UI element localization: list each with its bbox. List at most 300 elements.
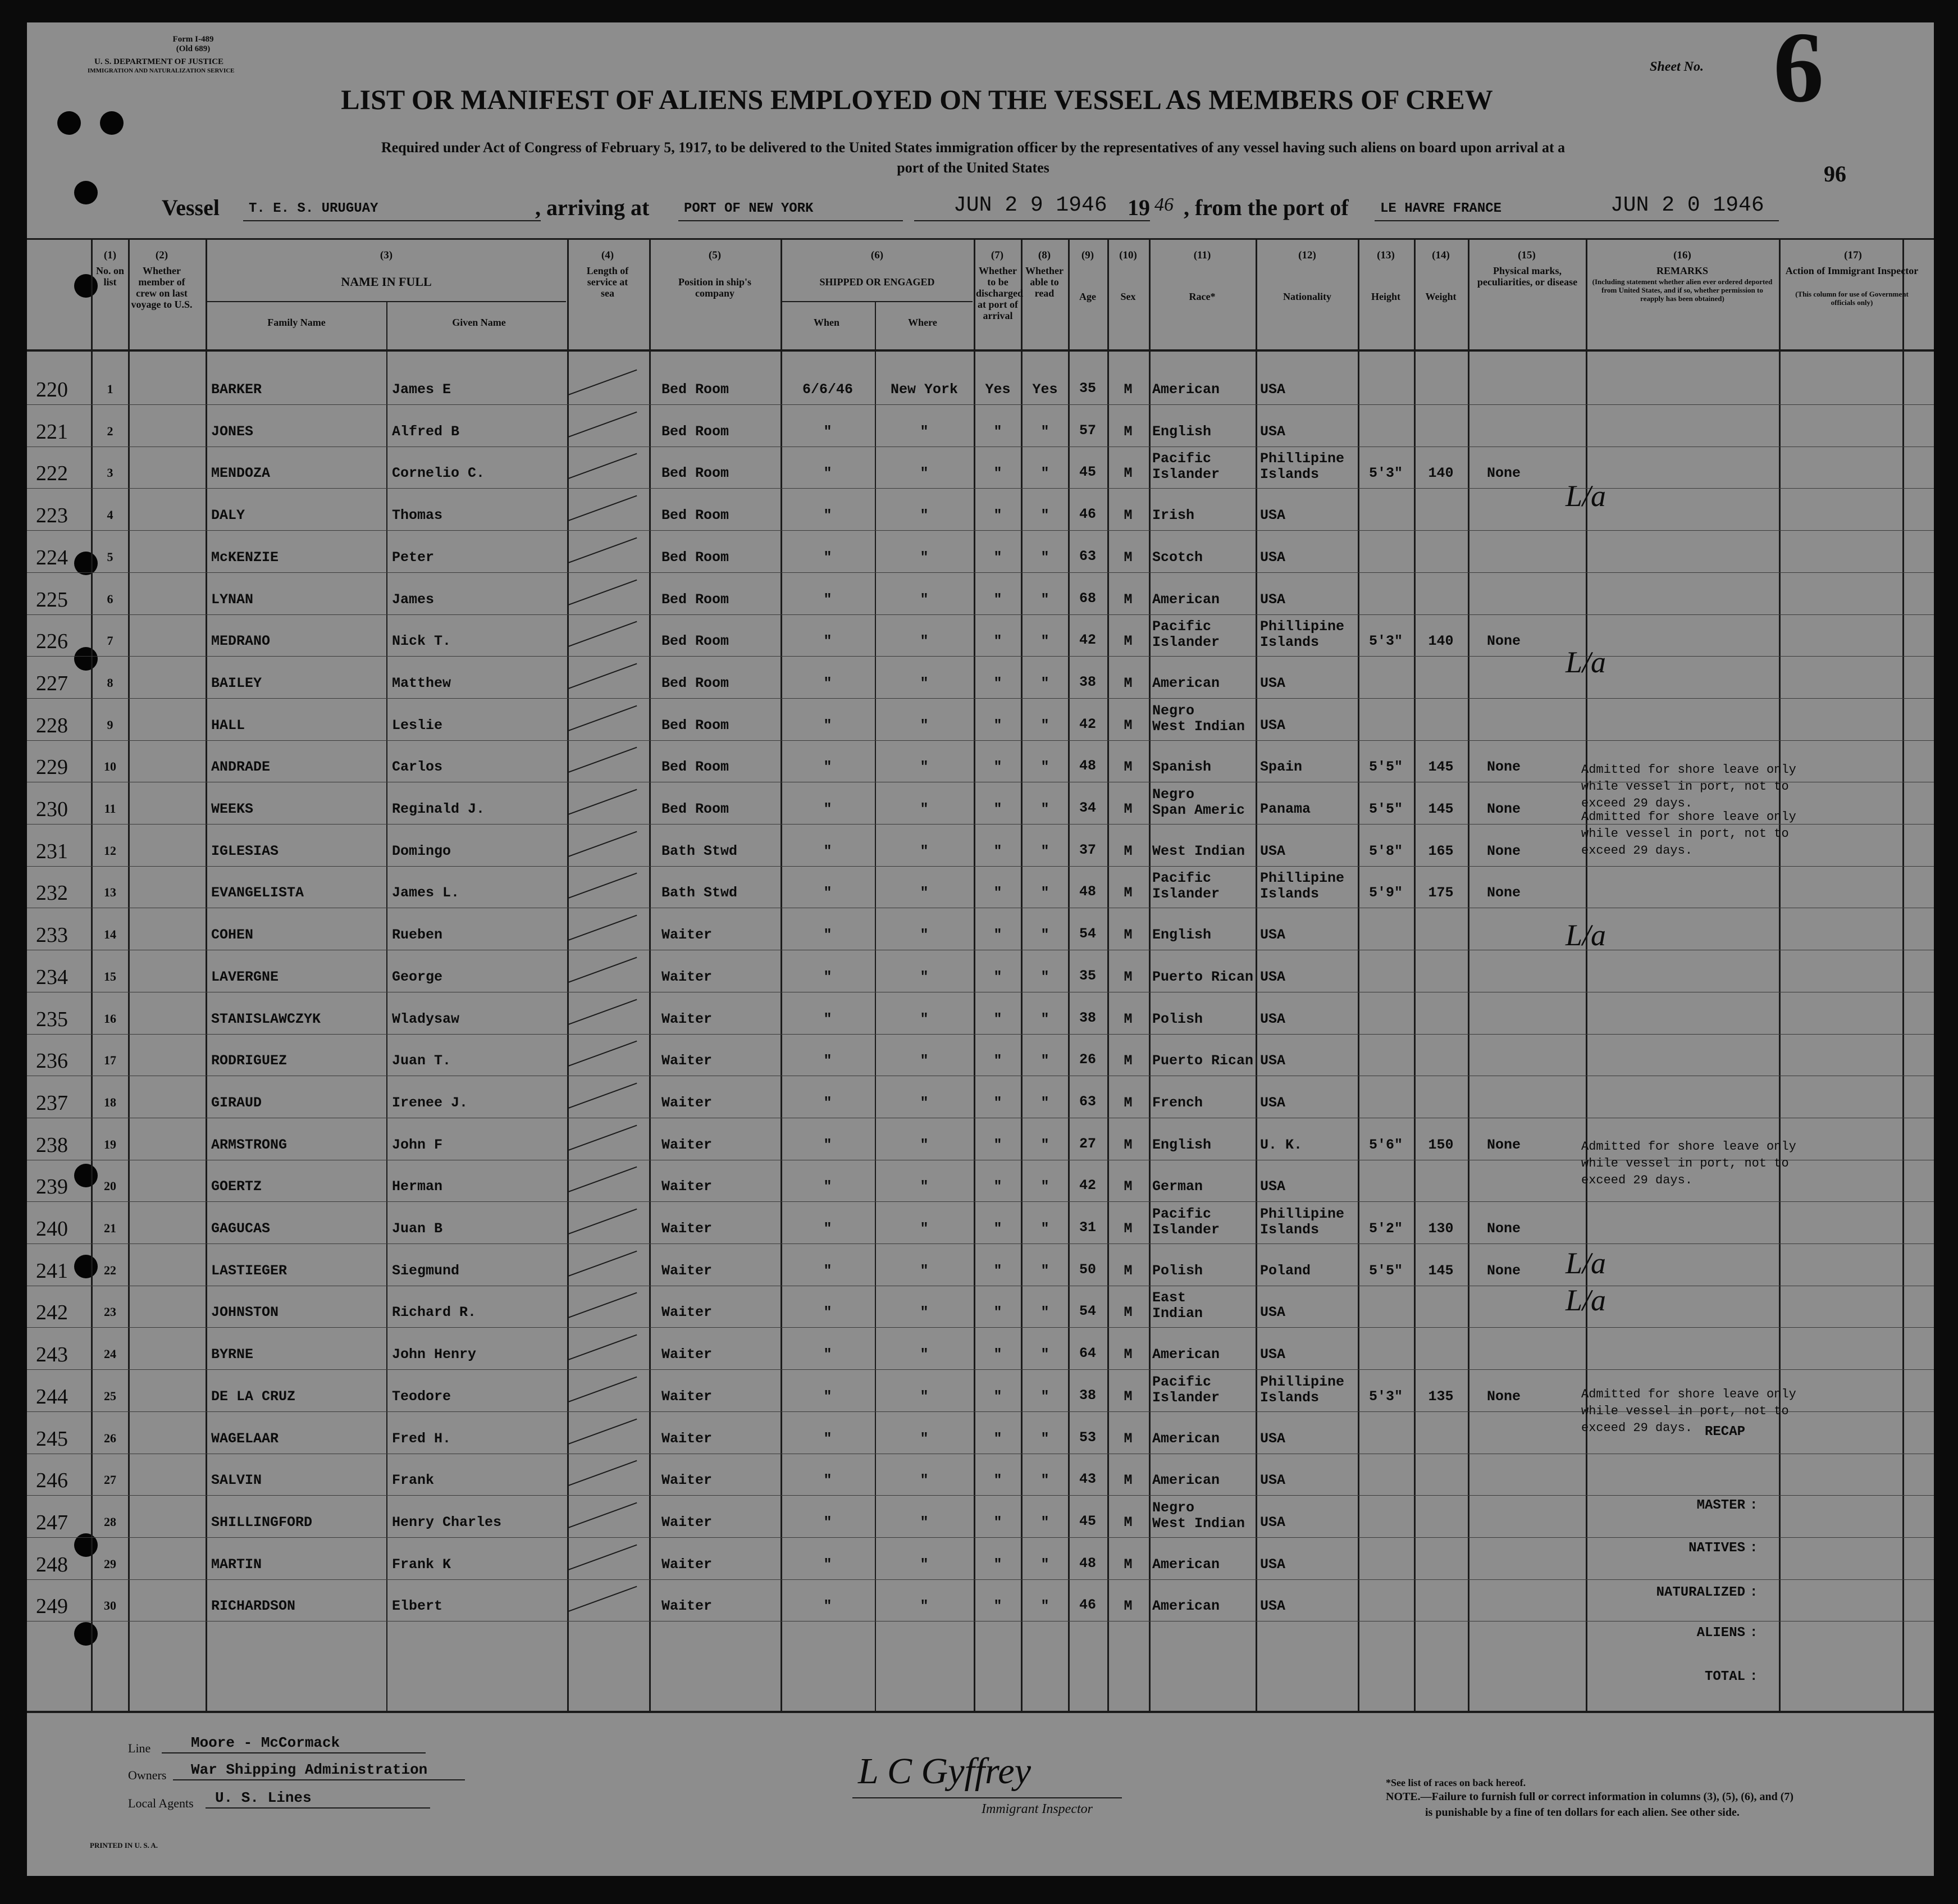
able-to-read: " bbox=[1040, 465, 1049, 481]
family-name: LAVERGNE bbox=[211, 969, 279, 985]
column-rule bbox=[206, 238, 207, 1711]
departure-port: LE HAVRE FRANCE bbox=[1380, 201, 1502, 216]
weight: 145 bbox=[1428, 759, 1454, 775]
discharged: " bbox=[993, 885, 1002, 901]
age: 34 bbox=[1079, 800, 1096, 816]
sex: M bbox=[1124, 717, 1133, 734]
position: Bed Room bbox=[661, 465, 729, 481]
discharged: " bbox=[993, 843, 1002, 859]
form-number-line1: Form I-489 bbox=[172, 35, 214, 44]
vessel-label: Vessel bbox=[162, 195, 220, 220]
able-to-read: " bbox=[1040, 591, 1049, 608]
arrival-date-stamp: JUN 2 9 1946 bbox=[953, 193, 1107, 217]
service-tick-mark bbox=[568, 1419, 637, 1445]
col3-number: (3) bbox=[380, 249, 393, 261]
position: Bed Room bbox=[661, 759, 729, 775]
service-name: IMMIGRATION AND NATURALIZATION SERVICE bbox=[88, 67, 235, 74]
row-rule bbox=[27, 1034, 1934, 1035]
age: 38 bbox=[1079, 674, 1096, 690]
col6-header: SHIPPED OR ENGAGED bbox=[819, 276, 935, 288]
la-mark: L/a bbox=[1566, 1283, 1606, 1317]
shipped-when: " bbox=[823, 633, 832, 649]
row-number: 4 bbox=[107, 508, 113, 522]
service-tick-mark bbox=[568, 1460, 637, 1486]
physical-marks: None bbox=[1487, 801, 1521, 817]
discharged: " bbox=[993, 549, 1002, 566]
col11-header: Race* bbox=[1189, 291, 1216, 302]
given-name: George bbox=[392, 969, 443, 985]
department-name: U. S. DEPARTMENT OF JUSTICE bbox=[94, 57, 224, 66]
form-number bbox=[137, 35, 249, 54]
discharged: " bbox=[993, 1263, 1002, 1279]
position: Bed Room bbox=[661, 381, 729, 398]
able-to-read: " bbox=[1040, 1598, 1049, 1614]
shipped-when: " bbox=[823, 549, 832, 566]
race: Pacific Islander bbox=[1152, 450, 1220, 482]
sex: M bbox=[1124, 1556, 1133, 1573]
nationality: Phillipine Islands bbox=[1260, 870, 1345, 902]
service-tick-mark bbox=[568, 412, 637, 438]
age: 31 bbox=[1079, 1219, 1096, 1236]
age: 26 bbox=[1079, 1051, 1096, 1068]
col13-number: (13) bbox=[1377, 249, 1395, 261]
row-rule bbox=[27, 572, 1934, 573]
shipped-when: " bbox=[823, 1556, 832, 1573]
family-name: WAGELAAR bbox=[211, 1431, 279, 1447]
sex: M bbox=[1124, 1472, 1133, 1488]
family-name: IGLESIAS bbox=[211, 843, 279, 859]
sequence-number: 229 bbox=[36, 755, 68, 779]
row-number: 23 bbox=[104, 1305, 116, 1319]
page-number: 96 bbox=[1824, 161, 1846, 186]
recap-master-colon: : bbox=[1750, 1498, 1758, 1513]
height: 5'2" bbox=[1368, 1220, 1403, 1237]
row-rule bbox=[27, 1243, 1934, 1244]
able-to-read: " bbox=[1040, 507, 1049, 523]
sex: M bbox=[1124, 1095, 1133, 1111]
family-name: BYRNE bbox=[211, 1346, 254, 1363]
row-number: 21 bbox=[104, 1221, 116, 1235]
discharged: " bbox=[993, 759, 1002, 775]
punch-hole bbox=[74, 1622, 98, 1646]
column-rule bbox=[781, 238, 782, 1711]
sequence-number: 236 bbox=[36, 1049, 68, 1073]
age: 35 bbox=[1079, 968, 1096, 984]
discharged: " bbox=[993, 1011, 1002, 1027]
able-to-read: " bbox=[1040, 801, 1049, 817]
sequence-number: 235 bbox=[36, 1008, 68, 1031]
race: American bbox=[1152, 1472, 1220, 1488]
shipped-where: " bbox=[920, 423, 929, 440]
age: 38 bbox=[1079, 1387, 1096, 1404]
race: American bbox=[1152, 1346, 1220, 1363]
inspector-label: Immigrant Inspector bbox=[982, 1802, 1093, 1816]
race: Negro West Indian bbox=[1152, 1500, 1245, 1532]
service-tick-mark bbox=[568, 747, 637, 773]
shipped-where: " bbox=[920, 549, 929, 566]
sequence-number: 221 bbox=[36, 420, 68, 444]
service-tick-mark bbox=[568, 1292, 637, 1318]
height: 5'3" bbox=[1368, 633, 1403, 649]
position: Waiter bbox=[661, 1514, 713, 1531]
shipped-when: " bbox=[823, 465, 832, 481]
age: 35 bbox=[1079, 380, 1096, 397]
shipped-where: " bbox=[920, 465, 929, 481]
age: 46 bbox=[1079, 1597, 1096, 1613]
position: Bed Room bbox=[661, 591, 729, 608]
family-name: WEEKS bbox=[211, 801, 254, 817]
able-to-read: " bbox=[1040, 969, 1049, 985]
shipped-where: " bbox=[920, 675, 929, 691]
able-to-read: " bbox=[1040, 1556, 1049, 1573]
discharged: " bbox=[993, 1472, 1002, 1488]
col7-number: (7) bbox=[991, 249, 1004, 261]
height: 5'5" bbox=[1368, 759, 1403, 775]
sex: M bbox=[1124, 1598, 1133, 1614]
sequence-number: 238 bbox=[36, 1133, 68, 1157]
year-prefix: 19 bbox=[1128, 195, 1150, 220]
age: 50 bbox=[1079, 1261, 1096, 1278]
form-number-line2: (Old 689) bbox=[176, 44, 211, 53]
service-tick-mark bbox=[568, 1209, 637, 1235]
sex: M bbox=[1124, 1263, 1133, 1279]
shipped-when: " bbox=[823, 1598, 832, 1614]
shipped-where: " bbox=[920, 1346, 929, 1363]
given-name: Leslie bbox=[392, 717, 443, 734]
shipped-when: " bbox=[823, 423, 832, 440]
position: Bath Stwd bbox=[661, 885, 738, 901]
shipped-where: " bbox=[920, 1431, 929, 1447]
shipped-when: " bbox=[823, 1095, 832, 1111]
family-name: MENDOZA bbox=[211, 465, 271, 481]
able-to-read: " bbox=[1040, 843, 1049, 859]
discharged: " bbox=[993, 801, 1002, 817]
sex: M bbox=[1124, 927, 1133, 943]
position: Waiter bbox=[661, 1011, 713, 1027]
service-tick-mark bbox=[568, 495, 637, 521]
discharged: " bbox=[993, 1220, 1002, 1237]
row-number: 29 bbox=[104, 1557, 116, 1571]
discharged: " bbox=[993, 1388, 1002, 1405]
shore-leave-remark: Admitted for shore leave only while vessel in port, not to exceed 29 days. bbox=[1581, 763, 1796, 810]
shipped-where: " bbox=[920, 885, 929, 901]
given-name: Domingo bbox=[392, 843, 451, 859]
age: 64 bbox=[1079, 1345, 1096, 1361]
able-to-read: " bbox=[1040, 633, 1049, 649]
nationality: USA bbox=[1260, 1431, 1286, 1447]
from-label: , from the port of bbox=[1184, 195, 1349, 220]
shipped-when: 6/6/46 bbox=[802, 381, 853, 398]
column-rule bbox=[974, 238, 975, 1711]
col11-number: (11) bbox=[1193, 249, 1211, 261]
given-name: James L. bbox=[392, 885, 460, 901]
weight: 145 bbox=[1428, 1263, 1454, 1279]
discharged: " bbox=[993, 591, 1002, 608]
sequence-number: 230 bbox=[36, 798, 68, 821]
position: Bed Room bbox=[661, 717, 729, 734]
nationality: USA bbox=[1260, 507, 1286, 523]
sequence-number: 245 bbox=[36, 1427, 68, 1451]
discharged: " bbox=[993, 927, 1002, 943]
row-rule bbox=[27, 698, 1934, 699]
able-to-read: " bbox=[1040, 1472, 1049, 1488]
race: Scotch bbox=[1152, 549, 1203, 566]
inspector-signature: L C Gyffrey bbox=[858, 1751, 1031, 1792]
sequence-number: 233 bbox=[36, 923, 68, 947]
col15-header: Physical marks, peculiarities, or disease bbox=[1477, 265, 1578, 288]
row-number: 30 bbox=[104, 1598, 116, 1613]
race: Pacific Islander bbox=[1152, 870, 1220, 902]
la-mark: L/a bbox=[1566, 1246, 1606, 1280]
recap-total: TOTAL bbox=[1704, 1669, 1745, 1684]
service-tick-mark bbox=[568, 621, 637, 647]
shipped-where: " bbox=[920, 591, 929, 608]
service-tick-mark bbox=[568, 1083, 637, 1109]
row-rule bbox=[27, 1579, 1934, 1580]
col17-number: (17) bbox=[1844, 249, 1862, 261]
given-name: Herman bbox=[392, 1178, 443, 1195]
shipped-where: " bbox=[920, 1263, 929, 1279]
nationality: Phillipine Islands bbox=[1260, 450, 1345, 482]
race: Polish bbox=[1152, 1263, 1203, 1279]
race: Pacific Islander bbox=[1152, 618, 1220, 650]
row-rule bbox=[27, 404, 1934, 405]
col2-header: Whether member of crew on last voyage to U.S. bbox=[131, 265, 193, 310]
year-suffix: 46 bbox=[1154, 194, 1174, 215]
departure-date-stamp: JUN 2 0 1946 bbox=[1610, 193, 1764, 217]
position: Waiter bbox=[661, 927, 713, 943]
column-rule bbox=[1149, 238, 1151, 1711]
sex: M bbox=[1124, 1137, 1133, 1153]
position: Waiter bbox=[661, 1220, 713, 1237]
race: Puerto Rican bbox=[1152, 969, 1254, 985]
family-name: ANDRADE bbox=[211, 759, 271, 775]
recap-naturalized: NATURALIZED bbox=[1656, 1585, 1745, 1600]
discharged: " bbox=[993, 969, 1002, 985]
race: Pacific Islander bbox=[1152, 1374, 1220, 1406]
weight: 175 bbox=[1428, 885, 1454, 901]
age: 45 bbox=[1079, 464, 1096, 480]
row-number: 17 bbox=[104, 1053, 116, 1067]
position: Bed Room bbox=[661, 675, 729, 691]
age: 48 bbox=[1079, 1555, 1096, 1572]
age: 27 bbox=[1079, 1136, 1096, 1152]
nationality: USA bbox=[1260, 1011, 1286, 1027]
agents-label: Local Agents bbox=[128, 1796, 194, 1810]
discharged: " bbox=[993, 465, 1002, 481]
shore-leave-remark: Admitted for shore leave only while vessel in port, not to exceed 29 days. bbox=[1581, 810, 1796, 858]
col6-number: (6) bbox=[870, 249, 884, 261]
sequence-number: 225 bbox=[36, 588, 68, 612]
position: Bed Room bbox=[661, 549, 729, 566]
age: 43 bbox=[1079, 1471, 1096, 1487]
sequence-number: 226 bbox=[36, 630, 68, 653]
row-number: 14 bbox=[104, 927, 116, 941]
col9-number: (9) bbox=[1081, 249, 1094, 261]
service-tick-mark bbox=[568, 1586, 637, 1612]
nationality: Phillipine Islands bbox=[1260, 1206, 1345, 1238]
shipped-where: " bbox=[920, 1472, 929, 1488]
nationality: USA bbox=[1260, 1598, 1286, 1614]
row-number: 16 bbox=[104, 1012, 116, 1026]
sex: M bbox=[1124, 423, 1133, 440]
shipped-where: " bbox=[920, 969, 929, 985]
shipped-when: " bbox=[823, 1514, 832, 1531]
nationality: USA bbox=[1260, 1556, 1286, 1573]
height: 5'8" bbox=[1368, 843, 1403, 859]
line-label: Line bbox=[128, 1741, 151, 1755]
shipped-when: " bbox=[823, 1263, 832, 1279]
race: American bbox=[1152, 591, 1220, 608]
row-number: 7 bbox=[107, 634, 113, 648]
column-rule bbox=[1256, 238, 1257, 1711]
subtitle-line1: Required under Act of Congress of February 5, 1917, to be delivered to the United States immigration officer by the representatives of any vessel having such aliens on board upon arrival at a bbox=[381, 139, 1566, 156]
given-name: Cornelio C. bbox=[392, 465, 485, 481]
position: Waiter bbox=[661, 1304, 713, 1320]
row-number: 28 bbox=[104, 1515, 116, 1529]
able-to-read: " bbox=[1040, 885, 1049, 901]
shipped-where: " bbox=[920, 1304, 929, 1320]
sequence-number: 249 bbox=[36, 1595, 68, 1618]
shipped-when: " bbox=[823, 1346, 832, 1363]
col3-family-header: Family Name bbox=[267, 317, 326, 328]
row-rule bbox=[27, 866, 1934, 867]
sequence-number: 231 bbox=[36, 840, 68, 863]
shipped-when: " bbox=[823, 591, 832, 608]
row-rule bbox=[27, 656, 1934, 657]
service-tick-mark bbox=[568, 580, 637, 605]
col9-header: Age bbox=[1079, 291, 1096, 302]
family-name: COHEN bbox=[211, 927, 254, 943]
column-subrule bbox=[386, 301, 387, 1711]
sequence-number: 223 bbox=[36, 504, 68, 527]
row-number: 3 bbox=[107, 466, 113, 480]
discharged: Yes bbox=[985, 381, 1011, 398]
row-rule bbox=[27, 1327, 1934, 1328]
able-to-read: " bbox=[1040, 1388, 1049, 1405]
line-value: Moore - McCormack bbox=[191, 1734, 340, 1751]
row-rule bbox=[27, 614, 1934, 615]
nationality: USA bbox=[1260, 1514, 1286, 1531]
shipped-where: " bbox=[920, 843, 929, 859]
sequence-number: 239 bbox=[36, 1175, 68, 1199]
shipped-where: " bbox=[920, 507, 929, 523]
race: French bbox=[1152, 1095, 1203, 1111]
shipped-where: " bbox=[920, 1598, 929, 1614]
col6-when-header: When bbox=[813, 317, 839, 328]
sequence-number: 237 bbox=[36, 1091, 68, 1115]
column-rule bbox=[1021, 238, 1023, 1711]
sex: M bbox=[1124, 381, 1133, 398]
recap-aliens: ALIENS bbox=[1696, 1625, 1745, 1641]
sequence-number: 220 bbox=[36, 378, 68, 402]
family-name: HALL bbox=[211, 717, 245, 734]
race: Puerto Rican bbox=[1152, 1053, 1254, 1069]
sex: M bbox=[1124, 1178, 1133, 1195]
given-name: Henry Charles bbox=[392, 1514, 502, 1531]
able-to-read: " bbox=[1040, 1431, 1049, 1447]
discharged: " bbox=[993, 507, 1002, 523]
nationality: USA bbox=[1260, 927, 1286, 943]
sex: M bbox=[1124, 507, 1133, 523]
age: 46 bbox=[1079, 506, 1096, 522]
given-name: Siegmund bbox=[392, 1263, 460, 1279]
position: Waiter bbox=[661, 1598, 713, 1614]
shipped-when: " bbox=[823, 1011, 832, 1027]
sex: M bbox=[1124, 759, 1133, 775]
owners-label: Owners bbox=[128, 1768, 167, 1782]
shipped-where: " bbox=[920, 801, 929, 817]
race: German bbox=[1152, 1178, 1203, 1195]
sex: M bbox=[1124, 549, 1133, 566]
given-name: James bbox=[392, 591, 435, 608]
service-tick-mark bbox=[568, 999, 637, 1025]
row-rule bbox=[27, 740, 1934, 741]
service-tick-mark bbox=[568, 1545, 637, 1570]
discharged: " bbox=[993, 1598, 1002, 1614]
row-number: 22 bbox=[104, 1263, 116, 1277]
position: Waiter bbox=[661, 1137, 713, 1153]
given-name: Rueben bbox=[392, 927, 443, 943]
race: American bbox=[1152, 1431, 1220, 1447]
shipped-when: " bbox=[823, 843, 832, 859]
col1-number: (1) bbox=[103, 249, 117, 261]
row-number: 20 bbox=[104, 1179, 116, 1193]
family-name: SHILLINGFORD bbox=[211, 1514, 313, 1531]
race: East Indian bbox=[1152, 1290, 1203, 1322]
row-rule bbox=[27, 1537, 1934, 1538]
col13-header: Height bbox=[1371, 291, 1400, 302]
manifest-page bbox=[27, 22, 1934, 1876]
weight: 145 bbox=[1428, 801, 1454, 817]
service-tick-mark bbox=[568, 663, 637, 689]
discharged: " bbox=[993, 675, 1002, 691]
col10-header: Sex bbox=[1120, 291, 1136, 302]
row-rule bbox=[27, 530, 1934, 531]
nationality: USA bbox=[1260, 969, 1286, 985]
sex: M bbox=[1124, 1053, 1133, 1069]
sex: M bbox=[1124, 1011, 1133, 1027]
position: Bed Room bbox=[661, 801, 729, 817]
col3-header: NAME IN FULL bbox=[341, 275, 432, 289]
sex: M bbox=[1124, 969, 1133, 985]
family-name: RICHARDSON bbox=[211, 1598, 296, 1614]
owners-value: War Shipping Administration bbox=[191, 1761, 428, 1778]
sex: M bbox=[1124, 1514, 1133, 1531]
row-number: 2 bbox=[107, 424, 113, 438]
col6-where-header: Where bbox=[908, 317, 937, 328]
given-name: Juan B bbox=[392, 1220, 443, 1237]
discharged: " bbox=[993, 1095, 1002, 1111]
physical-marks: None bbox=[1487, 1263, 1521, 1279]
family-name: EVANGELISTA bbox=[211, 885, 304, 901]
able-to-read: " bbox=[1040, 1220, 1049, 1237]
discharged: " bbox=[993, 1053, 1002, 1069]
shipped-when: " bbox=[823, 1053, 832, 1069]
nationality: USA bbox=[1260, 1472, 1286, 1488]
able-to-read: " bbox=[1040, 1053, 1049, 1069]
race: Negro West Indian bbox=[1152, 703, 1245, 735]
shipped-where: " bbox=[920, 1095, 929, 1111]
nationality: USA bbox=[1260, 843, 1286, 859]
service-tick-mark bbox=[568, 453, 637, 479]
col5-header: Position in ship's company bbox=[678, 276, 752, 299]
shore-leave-remark: Admitted for shore leave only while vessel in port, not to exceed 29 days. bbox=[1581, 1140, 1796, 1187]
age: 42 bbox=[1079, 1177, 1096, 1194]
position: Waiter bbox=[661, 1346, 713, 1363]
race: American bbox=[1152, 675, 1220, 691]
family-name: JONES bbox=[211, 423, 254, 440]
